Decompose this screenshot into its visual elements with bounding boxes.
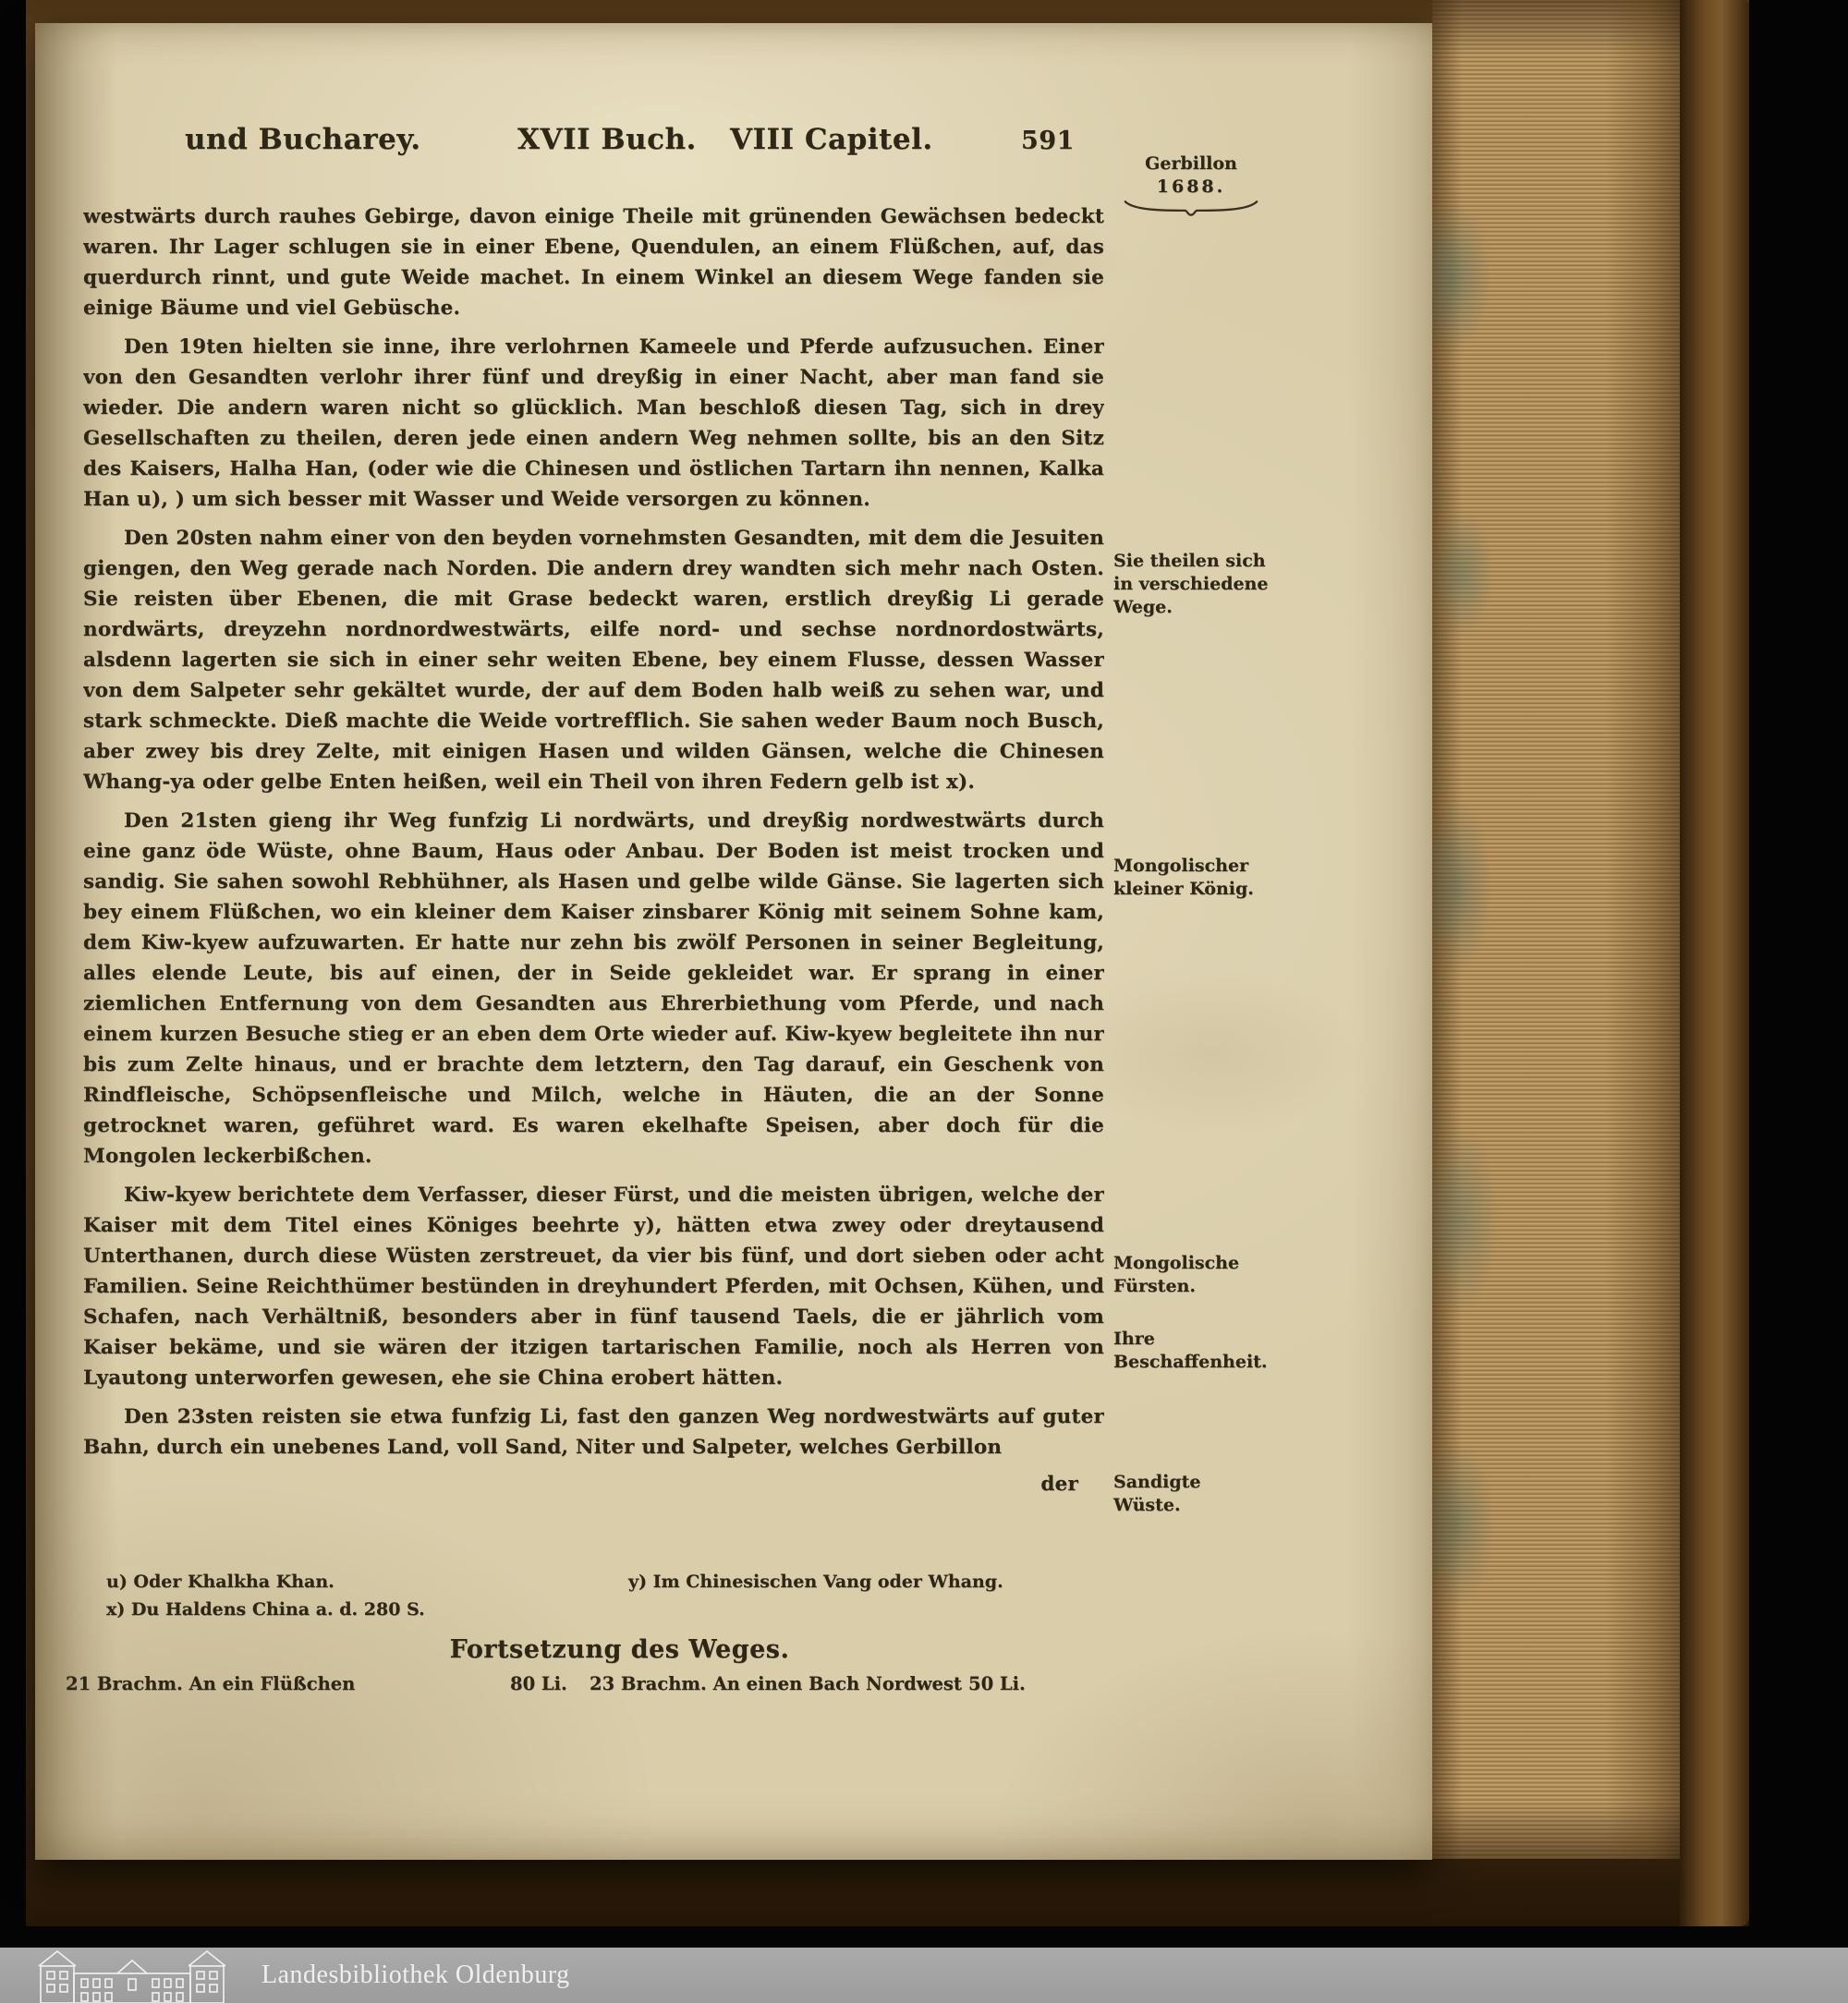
year-brace-decoration	[1122, 199, 1260, 217]
body-paragraph: Den 19ten hielten sie inne, ihre verlohrnen Kameele und Pferde aufzusuchen. Einer von den Gesandten verlohr ihrer fünf und dreyßig in einer Nacht, aber man fand sie wieder. Die andern waren nicht so glücklich. Man beschloß diesen Tag, sich in drey Gesellschaften zu theilen, deren jede einen andern Weg nehmen sollte, bis an den Sitz des Kaisers, Halha Han, (oder wie die Chinesen und östlichen Tartarn ihn nennen, Kalka Han u), ) um sich besser mit Wasser und Weide versorgen zu können.	[83, 335, 1104, 511]
margin-note: Sie theilen sich in verschiedene Wege.	[1113, 551, 1269, 617]
library-watermark-bar	[0, 1948, 1848, 2003]
continuation-heading: Fortsetzung des Weges.	[449, 1635, 790, 1664]
body-paragraph: westwärts durch rauhes Gebirge, davon einige Theile mit grünenden Gewächsen bedeckt waren. Ihr Lager schlugen sie in einer Ebene, Quendulen, an einem Flüßchen, auf, das querdurch rinnt, und gute Weide machet. In einem Winkel an diesem Wege fanden sie einige Bäume und viel Gebüsche.	[83, 205, 1104, 320]
page-number: 591	[1021, 127, 1075, 155]
footnote-column-right	[628, 1568, 1003, 1596]
margin-note-author-year	[1113, 152, 1269, 224]
running-title-chapter: VIII Capitel.	[730, 123, 933, 156]
book-page	[35, 23, 1432, 1860]
body-paragraph: Den 23sten reisten sie etwa funfzig Li, fast den ganzen Weg nordwestwärts auf guter Bahn, durch ein unebenes Land, voll Sand, Niter und Salpeter, welches Gerbillon	[83, 1405, 1104, 1459]
margin-note: Mongolische Fürsten.	[1113, 1253, 1240, 1296]
footnote-column-left	[106, 1568, 425, 1623]
margin-note-author: Gerbillon	[1145, 153, 1237, 174]
book-fore-edge	[1432, 0, 1680, 1859]
running-title-section: und Bucharey.	[185, 123, 421, 156]
margin-note: Sandigte Wüste.	[1113, 1472, 1201, 1515]
itinerary-entry-distance: 50 Li.	[968, 1673, 1026, 1694]
itinerary-entry-label: 21 Brachm. An ein Flüßchen	[66, 1673, 356, 1694]
body-text-block	[83, 201, 1104, 1587]
book-cover-edge	[1680, 0, 1749, 1926]
book-scan	[26, 0, 1749, 1926]
catchword: der	[1040, 1473, 1078, 1496]
footnote: y) Im Chinesischen Vang oder Whang.	[628, 1572, 1003, 1592]
footnote: x) Du Haldens China a. d. 280 S.	[106, 1599, 425, 1620]
library-name: Landesbibliothek Oldenburg	[261, 1961, 570, 1989]
itinerary-entry-label: 23 Brachm. An einen Bach Nordwest	[590, 1673, 962, 1694]
margin-note-year: 1688.	[1156, 176, 1226, 197]
running-title-book: XVII Buch.	[517, 123, 697, 156]
margin-note: Ihre Beschaffenheit.	[1113, 1329, 1268, 1372]
body-paragraph: Den 21sten gieng ihr Weg funfzig Li nordwärts, und dreyßig nordwestwärts durch eine ganz öde Wüste, ohne Baum, Haus oder Anbau. Der Boden ist meist trocken und sandig. Sie sahen sowohl Rebhühner, als Hasen und gelbe wilde Gänse. Sie lagerten sich bey einem Flüßchen, wo ein kleiner dem Kaiser zinsbarer König mit seinem Sohne kam, dem Kiw-kyew aufzuwarten. Er hatte nur zehn bis zwölf Personen in seiner Begleitung, alles elende Leute, bis auf einen, der in Seide gekleidet war. Er sprang in einer ziemlichen Entfernung von dem Gesandten aus Ehrerbiethung vom Pferde, und nach einem kurzen Besuche stieg er an eben dem Orte wieder auf. Kiw-kyew begleitete ihn nur bis zum Zelte hinaus, und er brachte dem letztern, den Tag darauf, ein Geschenk von Rindfleische, Schöpsenfleische und Milch, welche in Häuten, die an der Sonne getrocknet waren, geführet ward. Es waren ekelhafte Speisen, aber doch für die Mongolen leckerbißchen.	[83, 809, 1104, 1168]
footnote: u) Oder Khalkha Khan.	[106, 1572, 334, 1592]
margin-note: Mongolischer kleiner König.	[1113, 856, 1254, 899]
body-paragraph: Den 20sten nahm einer von den beyden vornehmsten Gesandten, mit dem die Jesuiten giengen, den Weg gerade nach Norden. Die andern drey wandten sich mehr nach Osten. Sie reisten über Ebenen, die mit Grase bedeckt waren, erstlich dreyßig Li gerade nordwärts, dreyzehn nordnordwestwärts, eilfe nord- und sechse nordnordostwärts, alsdenn lagerten sie sich in einer sehr weiten Ebene, bey einem Flusse, dessen Wasser von dem Salpeter sehr gekältet wurde, der auf dem Boden halb weiß zu sehen war, und stark schmeckte. Dieß machte die Weide vortrefflich. Sie sahen weder Baum noch Busch, aber zwey bis drey Zelte, mit einigen Hasen und wilden Gänsen, welche die Chinesen Whang-ya oder gelbe Enten heißen, weil ein Theil von ihren Federn gelb ist x).	[83, 527, 1104, 794]
body-paragraph: Kiw-kyew berichtete dem Verfasser, dieser Fürst, und die meisten übrigen, welche der Kaiser mit dem Titel eines Königes beehrte y), hätten etwa zwey oder dreytausend Unterthanen, durch diese Wüsten zerstreuet, da vier bis fünf, und dort sieben oder acht Familien. Seine Reichthümer bestünden in dreyhundert Pferden, mit Ochsen, Kühen, und Schafen, nach Verhältniß, besonders aber in fünf tausend Taels, die er jährlich vom Kaiser bekäme, und sie wären der itzigen tartarischen Familie, noch als Herren von Lyautong unterworfen gewesen, ehe sie China erobert hätten.	[83, 1184, 1104, 1390]
library-building-icon	[35, 1949, 229, 2003]
itinerary-entry-distance: 80 Li.	[510, 1673, 567, 1694]
